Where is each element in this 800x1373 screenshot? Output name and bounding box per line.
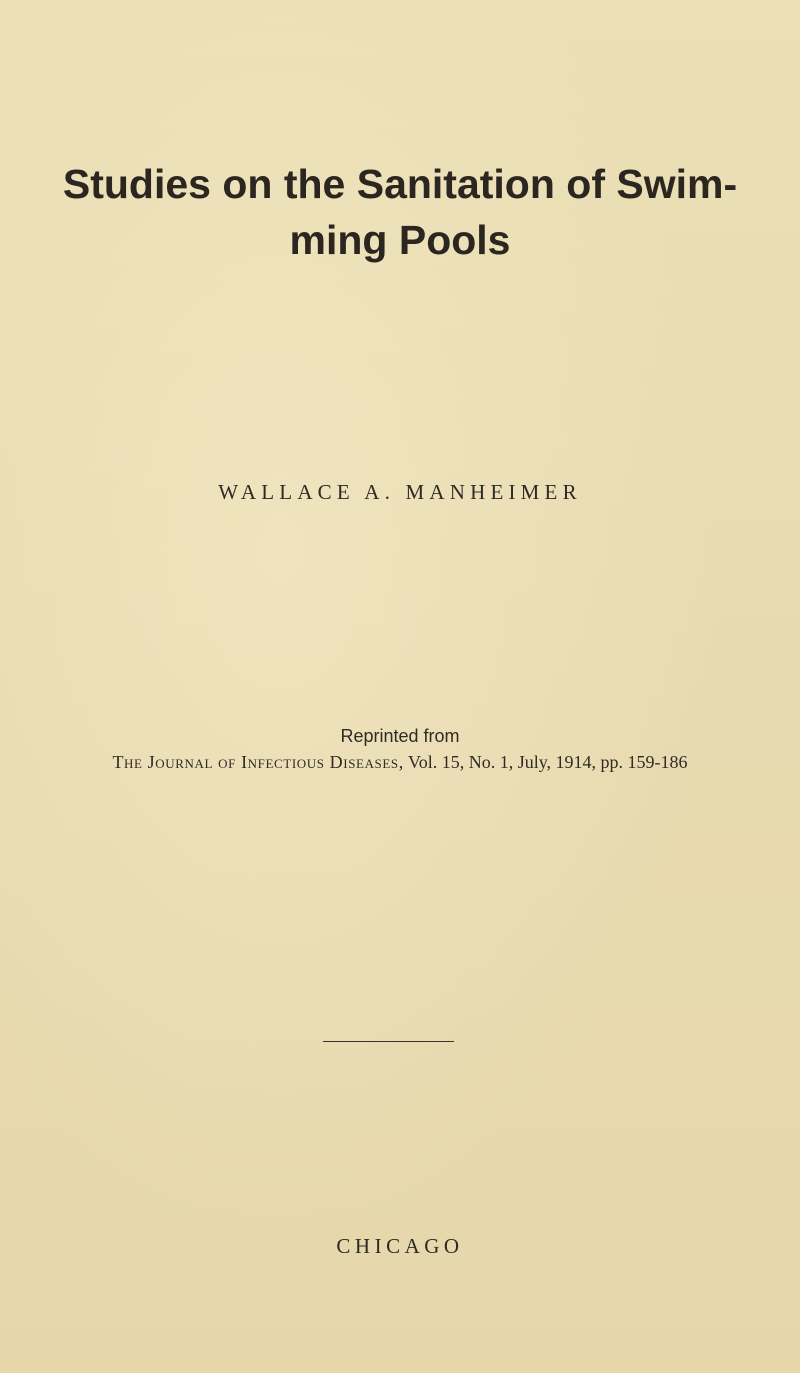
author-name: WALLACE A. MANHEIMER <box>218 480 582 504</box>
journal-name: The Journal of Infectious Diseases, <box>112 752 404 772</box>
title-line-2: ming Pools <box>289 217 511 263</box>
divider-rule <box>323 1041 454 1042</box>
reprint-label: Reprinted from <box>340 726 460 746</box>
document-title <box>20 156 780 268</box>
title-line-1: Studies on the Sanitation of Swim- <box>62 161 738 207</box>
citation-details: Vol. 15, No. 1, July, 1914, pp. 159-186 <box>403 752 688 772</box>
publication-city: CHICAGO <box>336 1234 464 1258</box>
journal-citation <box>0 752 800 773</box>
